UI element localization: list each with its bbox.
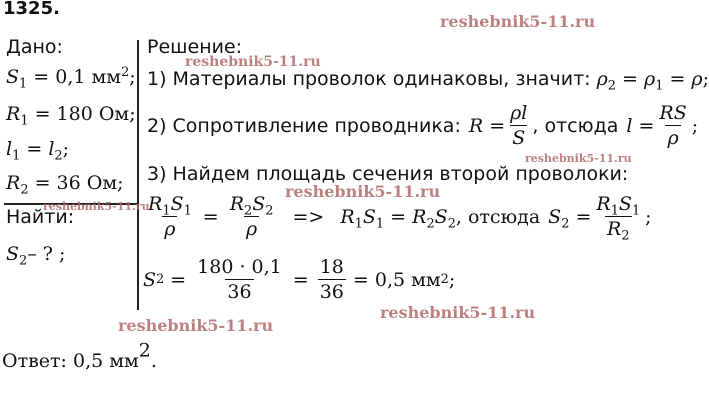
watermark: reshebnik5-11.ru bbox=[525, 152, 632, 165]
watermark: reshebnik5-11.ru bbox=[440, 12, 596, 31]
fraction-rs-over-rho: $\frac{RS}{\rho}$ bbox=[659, 102, 687, 149]
find-s2: $S_2-$ ? ; bbox=[6, 243, 66, 269]
solution-step1: 1) Материалы проволок одинаковы, значит: $\rho_2 = \rho_1 = \rho$; bbox=[147, 68, 709, 94]
solution-heading: Решение: bbox=[147, 36, 243, 58]
watermark: reshebnik5-11.ru bbox=[118, 316, 274, 335]
fraction-numeric-2: $\frac{18}{36}$ bbox=[319, 256, 344, 303]
fraction-r1s1-over-r2: $\frac{R_1S_1}{R_2}$ bbox=[596, 193, 641, 244]
find-heading: Найти: bbox=[6, 206, 75, 228]
given-s1: $S_1 = 0,1$ $мм^2$; bbox=[6, 64, 136, 92]
given-lengths: $l_1 = l_2$; bbox=[6, 138, 70, 164]
solution-formula-line: $\frac{R_1S_1}{\rho}$ = $\frac{R_2S_2}{\rho}$ => $R_1S_1 = R_2S_2$ , отсюда $S_2$ = $\frac{R_1S_1}{R_2}$ ; bbox=[148, 193, 652, 244]
column-divider bbox=[137, 40, 139, 310]
given-r2: $R_2 = 36$ Ом; bbox=[6, 172, 124, 198]
watermark: reshebnik5-11.ru bbox=[285, 182, 441, 201]
fraction-r2s2-over-rho: $\frac{R_2S_2}{\rho}$ bbox=[229, 193, 274, 240]
watermark: reshebnik5-11.ru bbox=[43, 200, 150, 213]
fraction-rho-l-over-s: $\frac{\rho l}{S}$ bbox=[510, 102, 528, 149]
problem-number: 1325. bbox=[3, 0, 60, 19]
fraction-numeric-1: $\frac{180 \cdot 0,1}{36}$ bbox=[197, 256, 282, 303]
solution-calculation: S 2 = $\frac{180 \cdot 0,1}{36}$ = $\frac{18}{36}$ = 0,5 мм 2 ; bbox=[143, 256, 456, 303]
solution-step2: 2) Сопротивление проводника: R = $\frac{\rho l}{S}$ , отсюда l = $\frac{RS}{\rho}$ ; bbox=[147, 102, 699, 149]
watermark: reshebnik5-11.ru bbox=[185, 54, 321, 70]
given-r1: $R_1 = 180$ Ом; bbox=[6, 103, 136, 129]
solution-step3: 3) Найдем площадь сечения второй проволоки: bbox=[147, 163, 629, 185]
fraction-r1s1-over-rho: $\frac{R_1S_1}{\rho}$ bbox=[148, 193, 192, 240]
watermark: reshebnik5-11.ru bbox=[380, 303, 536, 322]
answer: Ответ: 0,5 $мм^2$. bbox=[2, 339, 157, 372]
given-heading: Дано: bbox=[6, 36, 63, 58]
